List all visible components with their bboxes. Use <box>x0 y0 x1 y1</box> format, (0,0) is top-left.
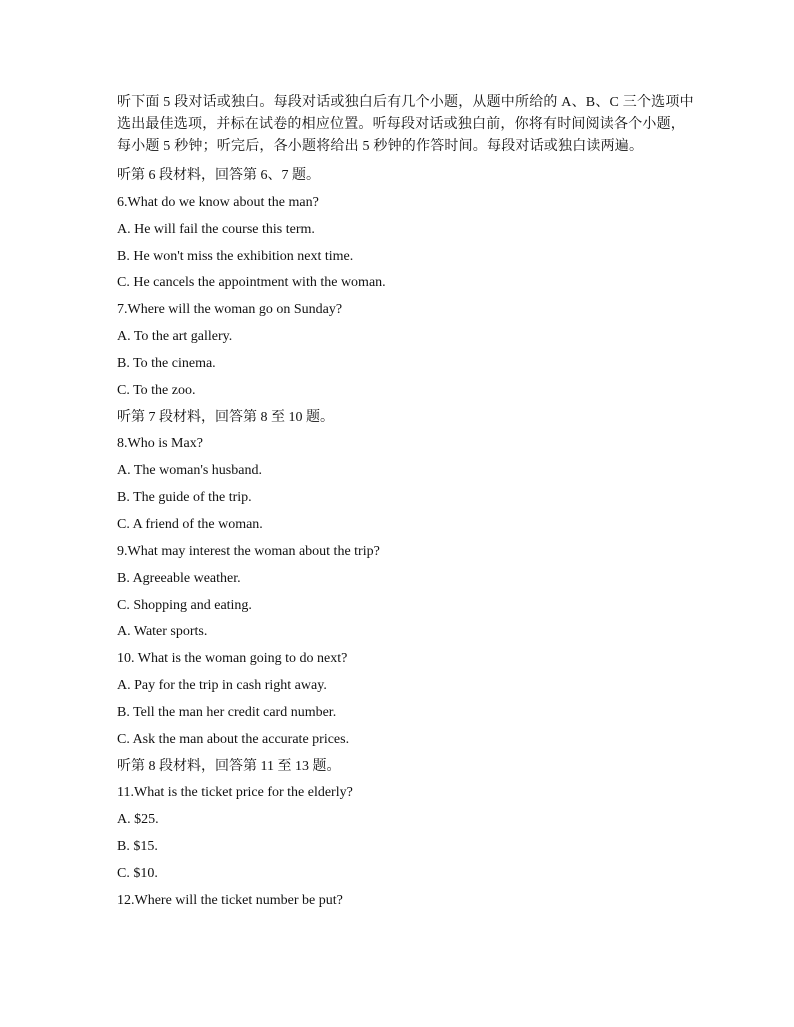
question-7: 7.Where will the woman go on Sunday? <box>117 302 343 318</box>
question-9-option-b: B. Agreeable weather. <box>117 570 241 586</box>
question-10-option-a: A. Pay for the trip in cash right away. <box>117 678 327 694</box>
question-9: 9.What may interest the woman about the trip? <box>117 543 380 559</box>
question-list <box>117 163 717 915</box>
question-8-option-c: C. A friend of the woman. <box>117 516 263 532</box>
question-9-option-c: C. Shopping and eating. <box>117 597 252 613</box>
question-8-option-b: B. The guide of the trip. <box>117 490 252 506</box>
section-heading: 听第 7 段材料，回答第 8 至 10 题。 <box>117 409 334 425</box>
question-7-option-b: B. To the cinema. <box>117 355 216 371</box>
listening-instructions: 听下面 5 段对话或独白。每段对话或独白后有几个小题，从题中所给的 A、B、C 三个选项中选出最佳选项，并标在试卷的相应位置。听每段对话或独白前，你将有时间阅读各个小题，每小题 5 秒钟；听完后，各小题将给出 5 秒钟的作答时间。每段对话或独白读两遍。 <box>117 95 694 154</box>
question-8: 8.Who is Max? <box>117 436 203 452</box>
question-6-option-a: A. He will fail the course this term. <box>117 221 315 237</box>
question-6-option-b: B. He won't miss the exhibition next time. <box>117 248 354 264</box>
question-7-option-c: C. To the zoo. <box>117 382 196 398</box>
question-6-option-c: C. He cancels the appointment with the woman. <box>117 275 386 291</box>
question-11-option-a: A. $25. <box>117 812 159 828</box>
question-12: 12.Where will the ticket number be put? <box>117 892 343 908</box>
question-9-option-a: A. Water sports. <box>117 624 208 640</box>
section-heading: 听第 6 段材料，回答第 6、7 题。 <box>117 168 320 183</box>
question-10: 10. What is the woman going to do next? <box>117 651 348 667</box>
question-6: 6.What do we know about the man? <box>117 194 319 210</box>
question-7-option-a: A. To the art gallery. <box>117 329 233 345</box>
question-11-option-c: C. $10. <box>117 865 158 881</box>
question-11-option-b: B. $15. <box>117 839 158 855</box>
question-8-option-a: A. The woman's husband. <box>117 463 262 479</box>
question-10-option-b: B. Tell the man her credit card number. <box>117 704 337 720</box>
question-10-option-c: C. Ask the man about the accurate prices. <box>117 731 350 747</box>
section-heading: 听第 8 段材料，回答第 11 至 13 题。 <box>117 758 341 774</box>
question-11: 11.What is the ticket price for the elderly? <box>117 785 353 801</box>
